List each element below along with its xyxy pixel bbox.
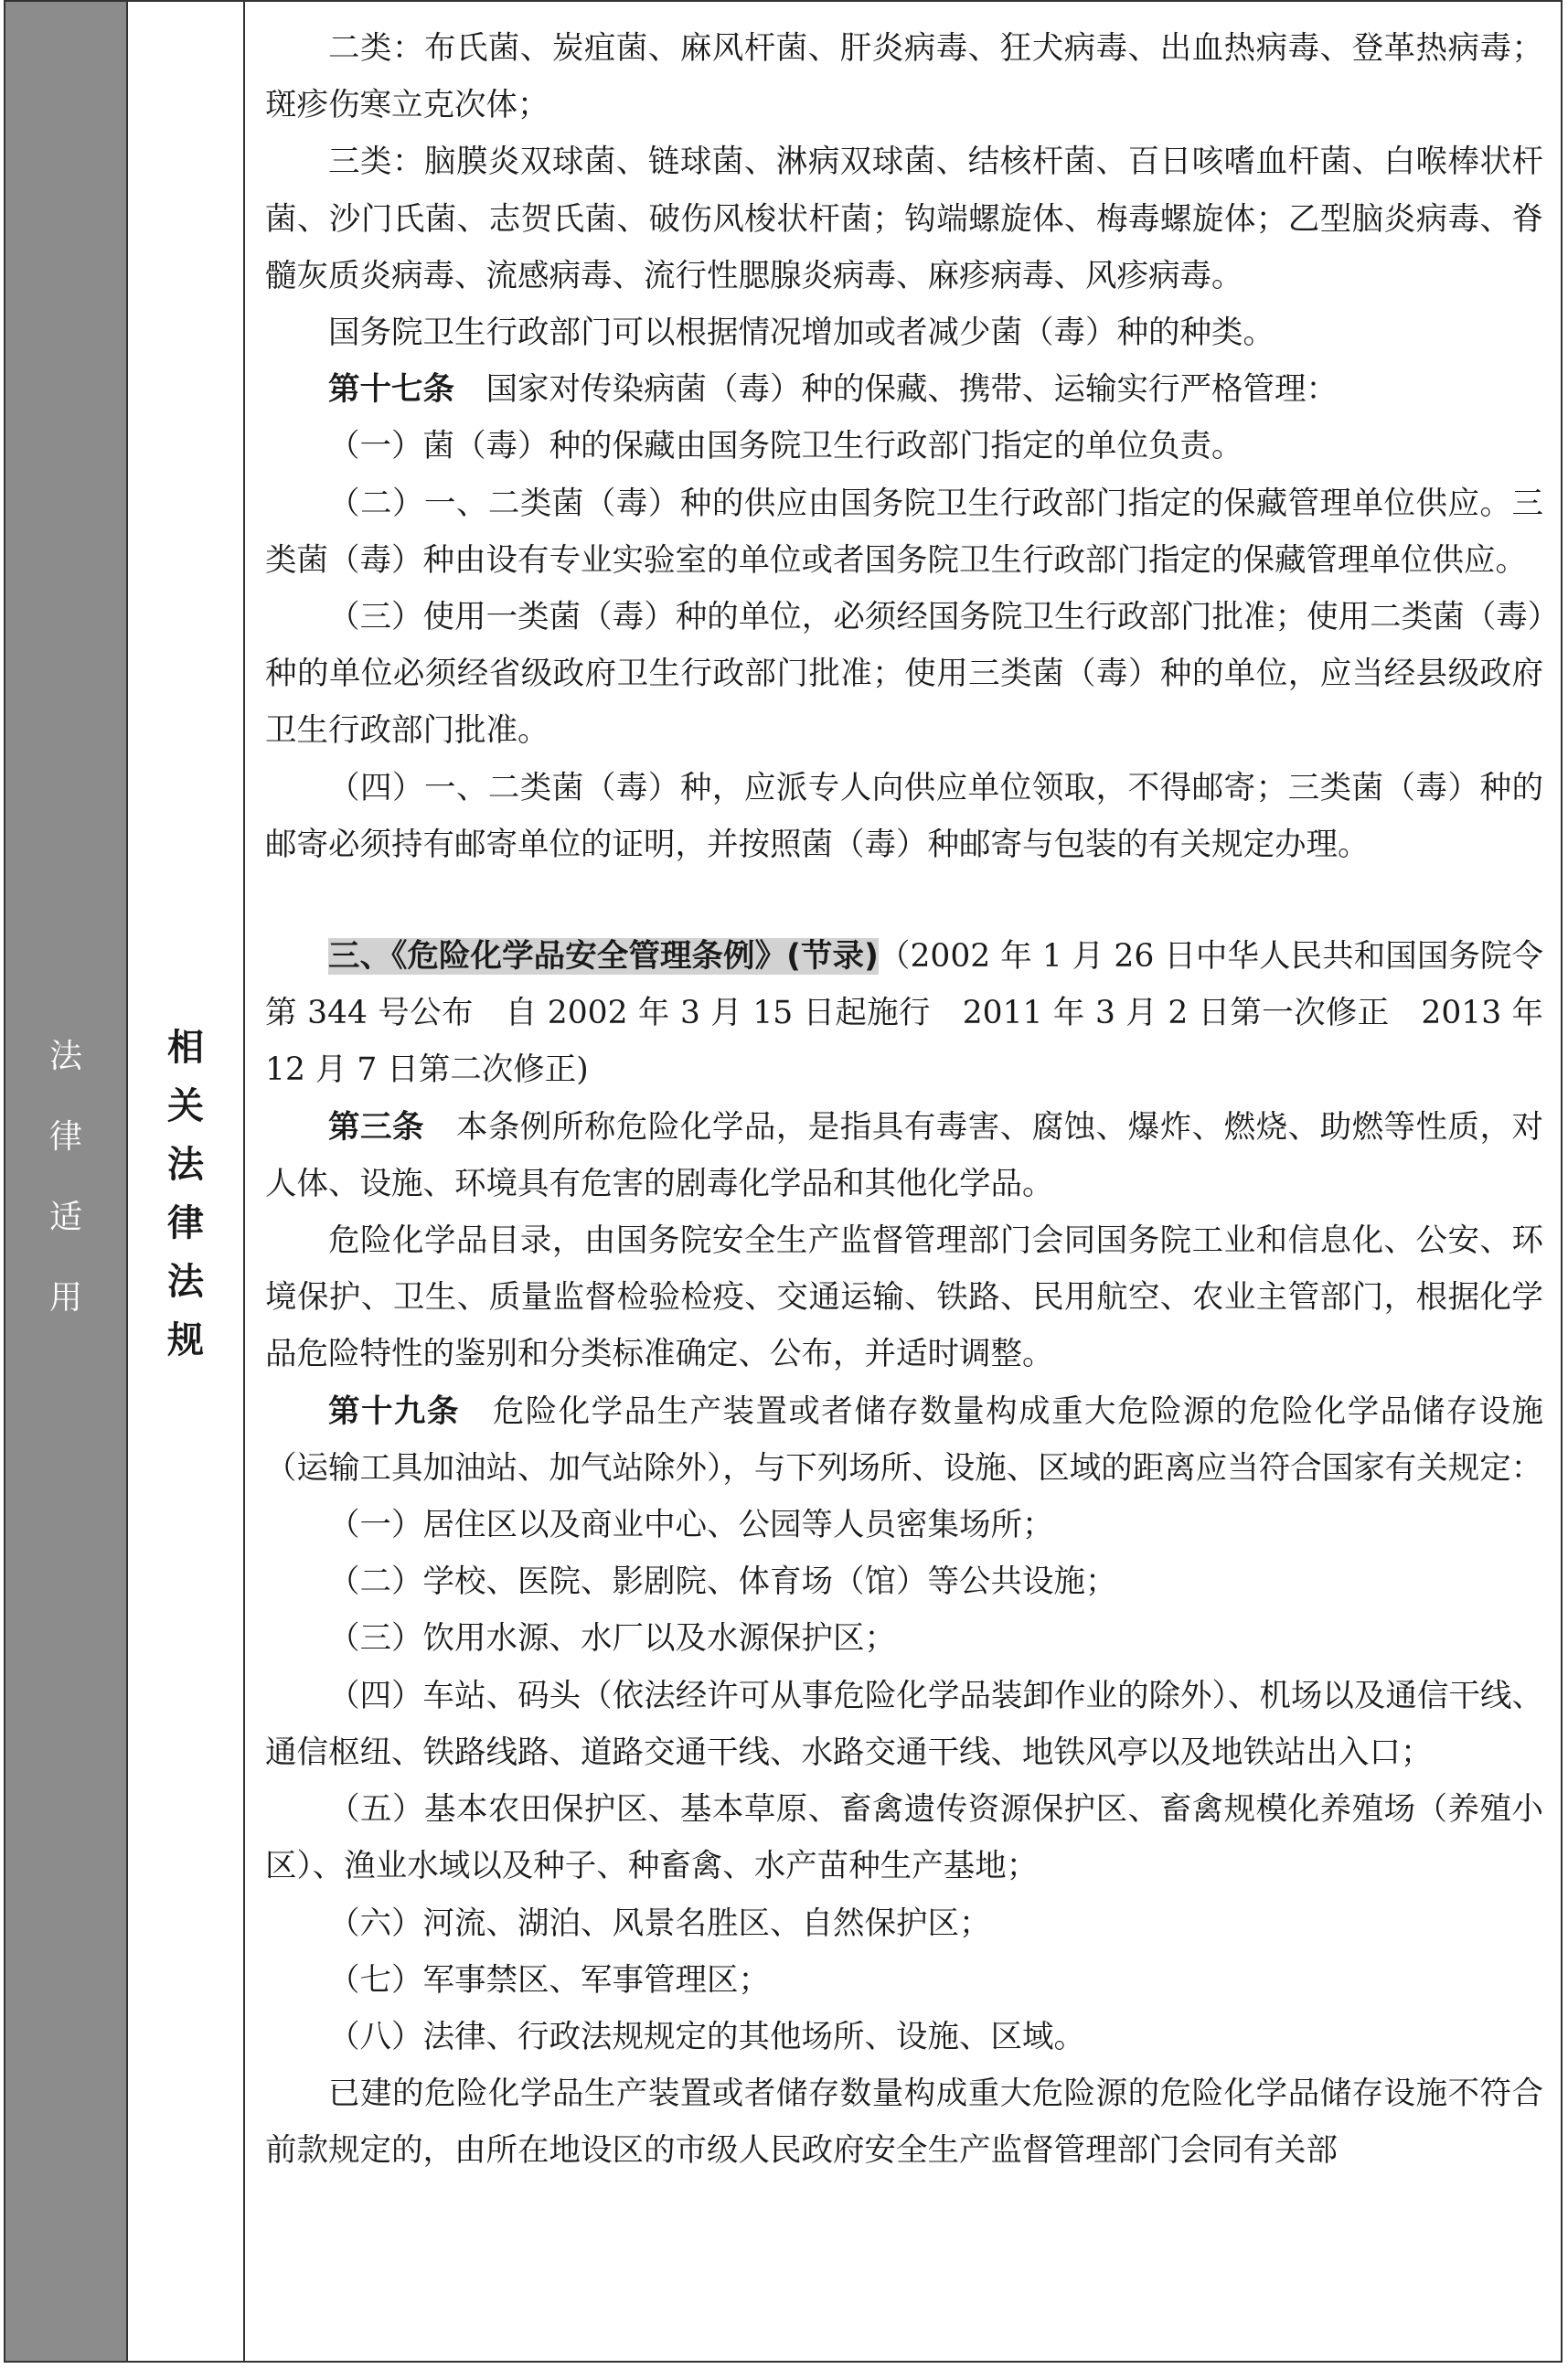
paragraph [265, 589, 1543, 760]
subcategory-label-char: 法 [167, 1144, 204, 1186]
subcategory-label [128, 1019, 243, 1370]
paragraph [265, 1668, 1543, 1781]
category-column [4, 0, 128, 2363]
paragraph [265, 133, 1543, 304]
section-heading: 三、《危险化学品安全管理条例》(节录) [328, 938, 879, 976]
category-label-char: 律 [48, 1118, 82, 1156]
paragraph [265, 1099, 1543, 1212]
paragraph-text: （一）居住区以及商业中心、公园等人员密集场所； [328, 1507, 1054, 1544]
paragraph [265, 1212, 1543, 1383]
paragraph-text: （2002 年 1 月 26 日中华人民共和国国务院令第 344 号公布 自 2002 年 3 月 15 日起施行 2011 年 3 月 2 日第一次修正 2013 年 12 月 7 日第二次修正) [265, 938, 1543, 1089]
paragraph [265, 928, 1543, 1099]
paragraph [265, 1553, 1543, 1610]
paragraph [265, 361, 1543, 418]
paragraph [265, 2009, 1543, 2065]
paragraph-text: 二类：布氏菌、炭疽菌、麻风杆菌、肝炎病毒、狂犬病毒、出血热病毒、登革热病毒；斑疹伤寒立克次体； [265, 30, 1543, 124]
paragraph [265, 304, 1543, 361]
article-number: 第十七条 [328, 371, 454, 409]
paragraph-text: （五）基本农田保护区、基本草原、畜禽遗传资源保护区、畜禽规模化养殖场（养殖小区）、渔业水域以及种子、种畜禽、水产苗种生产基地； [265, 1791, 1543, 1885]
paragraph [265, 1383, 1543, 1497]
paragraph-text: （三）饮用水源、水厂以及水源保护区； [328, 1620, 896, 1658]
article-number: 第十九条 [328, 1393, 460, 1430]
paragraph [265, 418, 1543, 475]
paragraph [265, 20, 1543, 133]
category-label-char: 适 [48, 1199, 82, 1236]
paragraph-text: 危险化学品目录，由国务院安全生产监督管理部门会同国务院工业和信息化、公安、环境保护、卫生、质量监督检验检疫、交通运输、铁路、民用航空、农业主管部门，根据化学品危险特性的鉴别和分类标准确定、公布，并适时调整。 [265, 1222, 1543, 1373]
subcategory-column [128, 0, 245, 2363]
category-label-char: 法 [48, 1038, 82, 1075]
paragraph [265, 1610, 1543, 1667]
paragraph-text: 本条例所称危险化学品，是指具有毒害、腐蚀、爆炸、燃烧、助燃等性质，对人体、设施、环境具有危害的剧毒化学品和其他化学品。 [265, 1108, 1544, 1202]
category-label-char: 用 [48, 1279, 82, 1317]
paragraph-text: （二）学校、医院、影剧院、体育场（馆）等公共设施； [328, 1563, 1117, 1601]
paragraph-text: （七）军事禁区、军事管理区； [328, 1961, 770, 1999]
paragraph-text: 已建的危险化学品生产装置或者储存数量构成重大危险源的危险化学品储存设施不符合前款规定的，由所在地设区的市级人民政府安全生产监督管理部门会同有关部 [265, 2076, 1543, 2170]
paragraph [265, 2065, 1543, 2179]
subcategory-label-char: 关 [167, 1085, 204, 1127]
paragraph-text: （八）法律、行政法规规定的其他场所、设施、区域。 [328, 2018, 1085, 2055]
paragraph-text: （三）使用一类菌（毒）种的单位，必须经国务院卫生行政部门批准；使用二类菌（毒）种的单位必须经省级政府卫生行政部门批准；使用三类菌（毒）种的单位，应当经县级政府卫生行政部门批准。 [265, 599, 1543, 750]
paragraph [265, 1895, 1543, 1952]
section-spacer [265, 873, 1543, 928]
paragraph-text: （四）车站、码头（依法经许可从事危险化学品装卸作业的除外）、机场以及通信干线、通信枢纽、铁路线路、道路交通干线、水路交通干线、地铁风亭以及地铁站出入口； [265, 1677, 1543, 1771]
paragraph [265, 1497, 1543, 1553]
paragraph [265, 1781, 1543, 1894]
paragraph-text: （一）菌（毒）种的保藏由国务院卫生行政部门指定的单位负责。 [328, 428, 1243, 465]
article-number: 第三条 [328, 1108, 424, 1146]
paragraph-text: （六）河流、湖泊、风景名胜区、自然保护区； [328, 1905, 991, 1942]
paragraph-text: （二）一、二类菌（毒）种的供应由国务院卫生行政部门指定的保藏管理单位供应。三类菌（毒）种由设有专业实验室的单位或者国务院卫生行政部门指定的保藏管理单位供应。 [265, 485, 1543, 579]
paragraph-text: 三类：脑膜炎双球菌、链球菌、淋病双球菌、结核杆菌、百日咳嗜血杆菌、白喉棒状杆菌、沙门氏菌、志贺氏菌、破伤风梭状杆菌；钩端螺旋体、梅毒螺旋体；乙型脑炎病毒、脊髓灰质炎病毒、流感病毒、流行性腮腺炎病毒、麻疹病毒、风疹病毒。 [265, 144, 1543, 294]
paragraph-text: 国家对传染病菌（毒）种的保藏、携带、运输实行严格管理： [454, 371, 1338, 409]
paragraph [265, 475, 1543, 589]
document-body [265, 20, 1543, 2180]
subcategory-label-char: 相 [167, 1027, 204, 1069]
paragraph-text: 危险化学品生产装置或者储存数量构成重大危险源的危险化学品储存设施（运输工具加油站、加气站除外），与下列场所、设施、区域的距离应当符合国家有关规定： [265, 1393, 1544, 1487]
subcategory-label-char: 规 [167, 1319, 204, 1361]
paragraph-text: 国务院卫生行政部门可以根据情况增加或者减少菌（毒）种的种类。 [328, 315, 1275, 352]
subcategory-label-char: 律 [167, 1202, 204, 1244]
category-label [5, 1017, 126, 1339]
subcategory-label-char: 法 [167, 1261, 204, 1303]
paragraph [265, 1952, 1543, 2009]
paragraph [265, 760, 1543, 873]
paragraph-text: （四）一、二类菌（毒）种，应派专人向供应单位领取，不得邮寄；三类菌（毒）种的邮寄必须持有邮寄单位的证明，并按照菌（毒）种邮寄与包装的有关规定办理。 [265, 769, 1543, 863]
